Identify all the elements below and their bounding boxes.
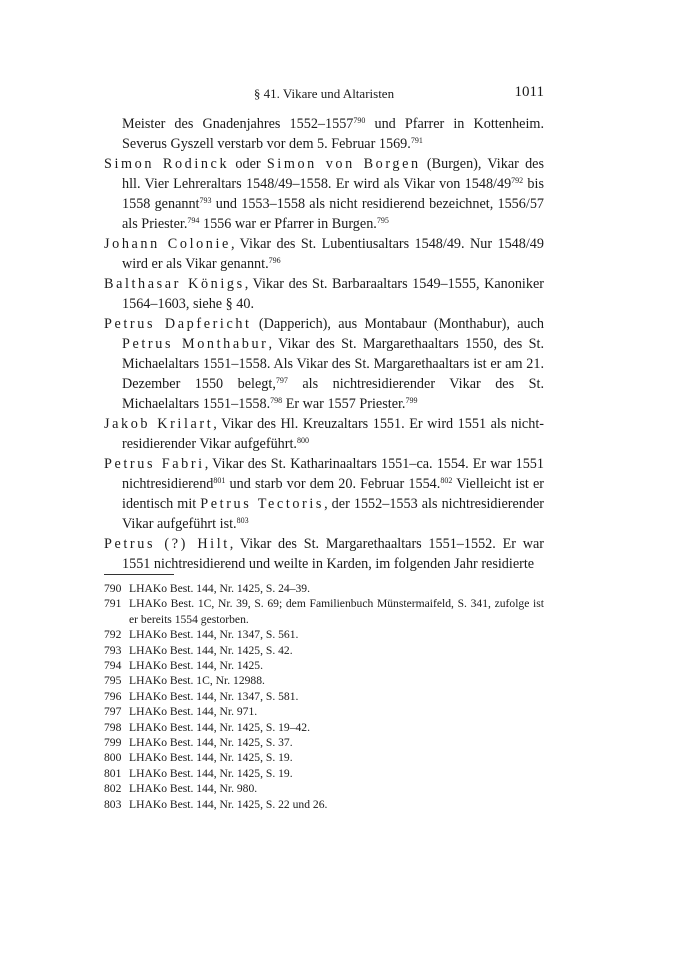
footnote-number: 800 — [104, 751, 122, 765]
entry-text: (Burgen), Vikar des hll. Vier Lehreraltars 1548/49–1558. Er wird als Vikar von 1548/49 — [122, 156, 544, 192]
person-name: Petrus Tectoris — [200, 496, 325, 512]
person-name: Simon von Borgen — [266, 156, 421, 172]
footnote-text: LHAKo Best. 144, Nr. 1425, S. 19–42. — [129, 720, 310, 734]
footnote-ref: 790 — [353, 116, 366, 125]
page-number: 1011 — [514, 84, 544, 100]
footnote — [104, 750, 544, 765]
footnote-text: LHAKo Best. 144, Nr. 1425, S. 22 und 26. — [129, 797, 328, 811]
entry-text: , der 1552–1553 als nichtresidierender Vikar aufgeführt ist. — [122, 496, 544, 532]
footnote-number: 791 — [104, 597, 122, 611]
footnote-text: LHAKo Best. 144, Nr. 1425, S. 19. — [129, 766, 293, 780]
footnote-ref: 800 — [296, 436, 309, 445]
footnote-text: LHAKo Best. 1C, Nr. 39, S. 69; dem Familienbuch Münstermaifeld, S. 341, zufolge ist er bereits 1554 gestorben. — [129, 597, 544, 626]
footnote-ref: 803 — [236, 516, 249, 525]
footnote-ref: 792 — [511, 176, 524, 185]
footnote-text: LHAKo Best. 144, Nr. 980. — [129, 782, 258, 796]
entry-text: als nichtresidierender Vikar des St. Michaelaltars 1551–1558. — [122, 376, 545, 412]
footnote-ref: 798 — [270, 396, 283, 405]
footnote-text: LHAKo Best. 144, Nr. 1347, S. 561. — [129, 628, 299, 642]
footnote-text: LHAKo Best. 144, Nr. 1425, S. 42. — [129, 643, 293, 657]
footnote-number: 798 — [104, 720, 122, 734]
entry-text: oder — [229, 156, 267, 172]
person-name: Petrus Fabri — [104, 456, 205, 472]
footnote — [104, 627, 544, 642]
footnote — [104, 596, 544, 627]
footnote-number: 794 — [104, 659, 122, 673]
person-name: Petrus Dapfericht — [104, 316, 252, 332]
footnote-number: 793 — [104, 643, 122, 657]
footnote — [104, 643, 544, 658]
footnote-ref: 793 — [199, 196, 212, 205]
entry-text: , Vikar des St. Margarethaaltars 1551–1552. Er war 1551 nichtresidierend und weilte in Karden, im folgenden Jahr residierte — [122, 536, 544, 572]
entry — [104, 534, 544, 574]
footnote-number: 803 — [104, 797, 122, 811]
footnote-ref: 799 — [405, 396, 418, 405]
entry — [104, 314, 544, 414]
footnote-number: 799 — [104, 736, 122, 750]
entry-text: (Dapperich), aus Montabaur (Monthabur), auch — [251, 316, 544, 332]
person-name: Petrus Monthabur — [122, 336, 269, 352]
person-name: Jakob Krilart — [104, 416, 214, 432]
entry-text: Vielleicht ist er identisch mit — [122, 476, 544, 512]
entry-text: , Vikar des St. Lubentiusaltars 1548/49. Nur 1548/49 wird er als Vikar genannt. — [122, 236, 544, 272]
footnote — [104, 704, 544, 719]
person-name: Johann Colonie — [104, 236, 231, 252]
person-name: Balthasar Königs — [104, 276, 245, 292]
entry — [104, 274, 544, 314]
footnote-ref: 791 — [410, 136, 423, 145]
footnote-ref: 802 — [440, 476, 453, 485]
entry-text: und 1553–1558 als nicht residierend bezeichnet, 1556/57 als Priester. — [122, 196, 545, 232]
entry-text: und starb vor dem 20. Februar 1554. — [225, 476, 441, 492]
page-header — [104, 84, 544, 106]
footnote-text: LHAKo Best. 144, Nr. 1425, S. 24–39. — [129, 582, 310, 595]
entry — [104, 454, 544, 534]
entry-text: , Vikar des St. Barbaraaltars 1549–1555, Kanoniker 1564–1603, siehe § 40. — [122, 276, 544, 312]
footnote-text: LHAKo Best. 144, Nr. 1425, S. 19. — [129, 751, 293, 765]
entry-text: bis 1558 genannt — [122, 176, 544, 212]
main-text — [104, 114, 544, 574]
footnote-text: LHAKo Best. 144, Nr. 1347, S. 581. — [129, 689, 299, 703]
footnote — [104, 581, 544, 596]
person-name: Simon Rodinck — [104, 156, 230, 172]
footnote-text: LHAKo Best. 144, Nr. 1425. — [129, 659, 263, 673]
footnote-number: 792 — [104, 628, 122, 642]
footnote-number: 797 — [104, 705, 122, 719]
entry — [104, 414, 544, 454]
entry — [104, 154, 544, 234]
footnote — [104, 735, 544, 750]
footnote-ref: 794 — [187, 216, 200, 225]
footnote-text: LHAKo Best. 1C, Nr. 12988. — [129, 674, 265, 688]
footnote — [104, 797, 544, 812]
entry-text: 1556 war er Pfarrer in Burgen. — [199, 216, 377, 232]
footnote — [104, 673, 544, 688]
entry-text: , Vikar des St. Katharinaaltars 1551–ca. 1554. Er war 1551 nichtresidierend — [122, 456, 544, 492]
entry-text: Er war 1557 Priester. — [282, 396, 406, 412]
person-name: Petrus (?) Hilt — [104, 536, 230, 552]
entry-text: Meister des Gnadenjahres 1552–1557 — [122, 116, 354, 132]
footnote-text: LHAKo Best. 144, Nr. 1425, S. 37. — [129, 736, 293, 750]
footnote-number: 801 — [104, 766, 122, 780]
footnote-divider — [104, 574, 174, 575]
footnote-ref: 797 — [275, 376, 288, 385]
footnote — [104, 720, 544, 735]
entry-text: , Vikar des St. Margarethaaltars 1550, des St. Michaelaltars 1551–1558. Als Vikar des St. Margarethaaltars ist er am 21. Dezember 1550 belegt, — [122, 336, 544, 392]
footnote-ref: 796 — [268, 256, 281, 265]
entry-text: und Pfarrer in Kottenheim. Severus Gyszell verstarb vor dem 5. Februar 1569. — [122, 116, 545, 152]
footnote-ref: 795 — [376, 216, 389, 225]
footnotes — [104, 581, 544, 812]
running-title: § 41. Vikare und Altaristen — [253, 86, 395, 101]
footnote-number: 796 — [104, 689, 122, 703]
entry-continuation — [104, 114, 544, 154]
footnote — [104, 689, 544, 704]
footnote-ref: 801 — [213, 476, 226, 485]
entry-text: , Vikar des Hl. Kreuzaltars 1551. Er wird 1551 als nichtresidierender Vikar aufgeführt. — [122, 416, 545, 452]
footnote — [104, 658, 544, 673]
footnote — [104, 766, 544, 781]
footnote-text: LHAKo Best. 144, Nr. 971. — [129, 705, 258, 719]
footnote-number: 795 — [104, 674, 122, 688]
footnote-number: 802 — [104, 782, 122, 796]
footnote-number: 790 — [104, 582, 122, 595]
footnote — [104, 781, 544, 796]
entry — [104, 234, 544, 274]
